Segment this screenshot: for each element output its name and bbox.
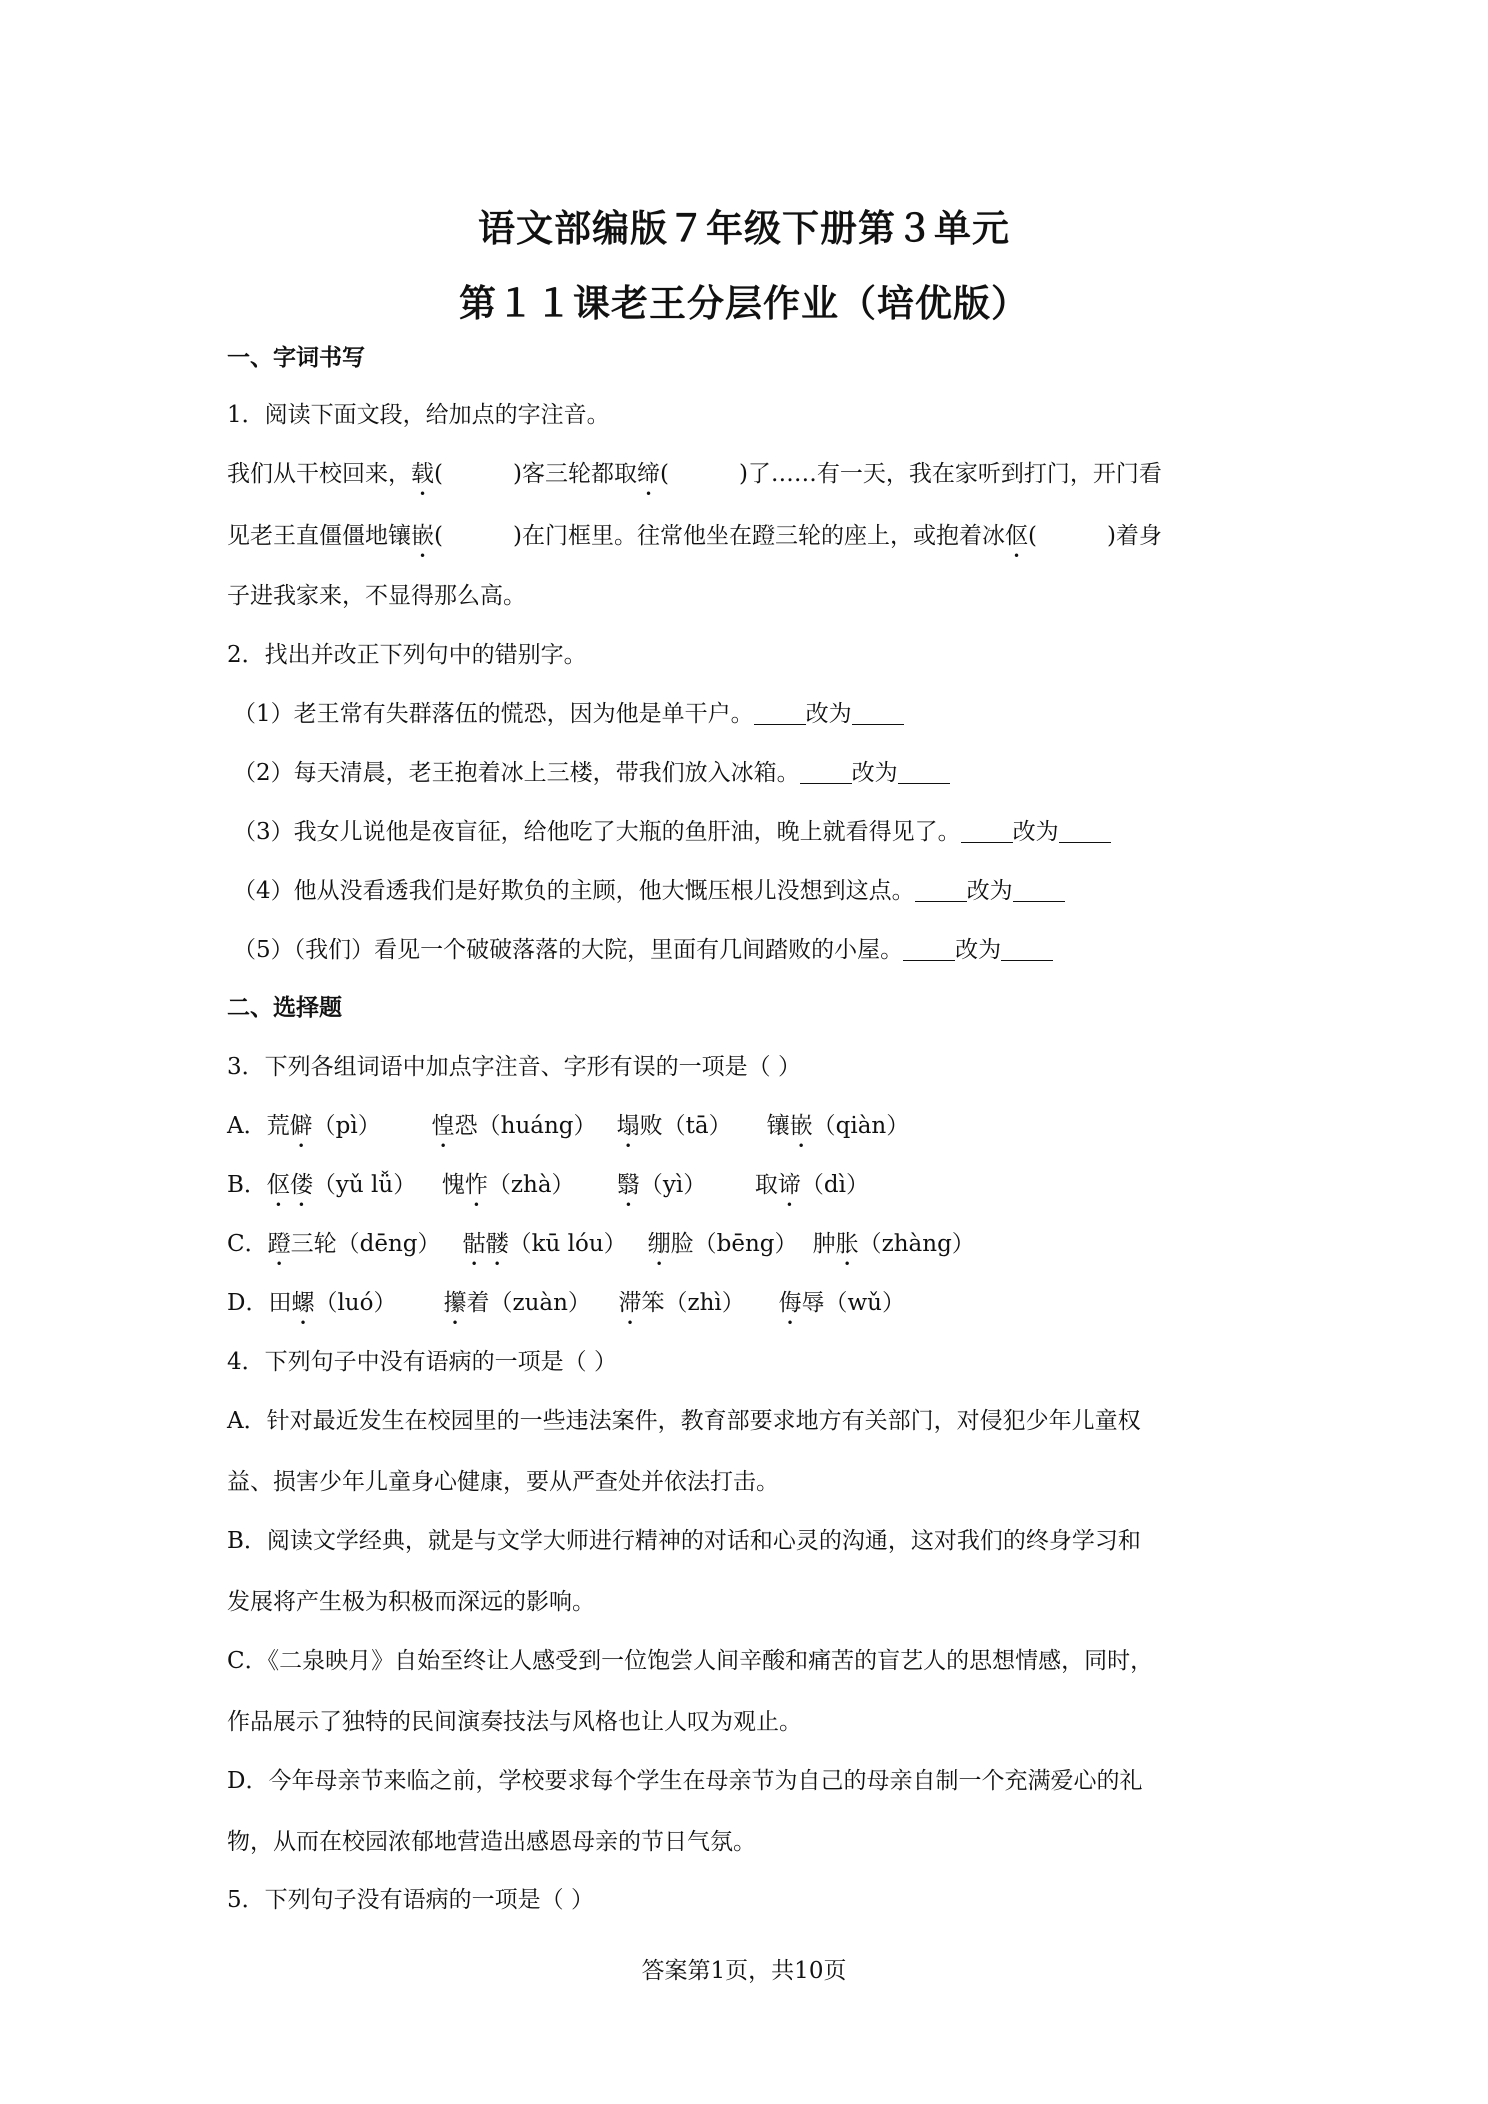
answer-blank bbox=[1013, 871, 1065, 902]
question-4-option-d-line-1: D．今年母亲节来临之前，学校要求每个学生在母亲节为自己的母亲自制一个充满爱心的礼 bbox=[227, 1768, 1143, 1794]
question-2-item-5: （5）（我们）看见一个破破落落的大院，里面有几间踏败的小屋。 改为 bbox=[233, 930, 1273, 970]
answer-blank bbox=[800, 753, 852, 784]
question-4-option-d-line-2: 物，从而在校园浓郁地营造出感恩母亲的节日气氛。 bbox=[227, 1829, 756, 1855]
question-4-option-b-line-2: 发展将产生极为积极而深远的影响。 bbox=[227, 1589, 595, 1615]
question-4-option-c-line-1: C．《二泉映月》自始至终让人感受到一位饱尝人间辛酸和痛苦的盲艺人的思想情感，同时， bbox=[227, 1648, 1154, 1674]
question-3-option-c: C．蹬三轮（dēng） 骷髅（kū lóu） 绷脸（bēng） 肿胀（zhàng） bbox=[227, 1231, 975, 1257]
question-1-stem: 1．阅读下面文段，给加点的字注音。 bbox=[227, 402, 610, 428]
answer-blank bbox=[852, 694, 904, 725]
answer-blank bbox=[1059, 812, 1111, 843]
document-subtitle: 第１１课老王分层作业（培优版） bbox=[459, 282, 1029, 325]
answer-blank bbox=[915, 871, 967, 902]
question-4-option-a-line-1: A．针对最近发生在校园里的一些违法案件，教育部要求地方有关部门，对侵犯少年儿童权 bbox=[227, 1408, 1141, 1434]
question-4-stem: 4．下列句子中没有语病的一项是（ ） bbox=[227, 1349, 617, 1375]
question-4-option-a-line-2: 益、损害少年儿童身心健康，要从严查处并依法打击。 bbox=[227, 1469, 779, 1495]
answer-blank bbox=[898, 753, 950, 784]
dotted-char: 伛 bbox=[1004, 523, 1028, 549]
answer-blank bbox=[1001, 930, 1053, 961]
page-footer: 答案第1页，共10页 bbox=[641, 1958, 847, 1984]
answer-blank bbox=[903, 930, 955, 961]
dotted-char: 嵌 bbox=[411, 523, 434, 549]
question-1-passage-line-1: 我们从干校回来，载( )客三轮都取缔( )了……有一天，我在家听到打门，开门看 bbox=[227, 461, 1162, 487]
question-2-item-3: （3）我女儿说他是夜盲征，给他吃了大瓶的鱼肝油，晚上就看得见了。 改为 bbox=[233, 812, 1273, 852]
question-1-passage-line-3: 子进我家来，不显得那么高。 bbox=[227, 583, 526, 609]
dotted-char: 载 bbox=[411, 461, 434, 487]
question-3-option-b: B．伛偻（yǔ lǚ） 愧怍（zhà） 翳（yì） 取谛（dì） bbox=[227, 1172, 869, 1198]
question-3-stem: 3．下列各组词语中加点字注音、字形有误的一项是（ ） bbox=[227, 1054, 801, 1080]
question-4-option-b-line-1: B．阅读文学经典，就是与文学大师进行精神的对话和心灵的沟通，这对我们的终身学习和 bbox=[227, 1528, 1141, 1554]
section-heading-2: 二、选择题 bbox=[227, 995, 342, 1021]
question-4-option-c-line-2: 作品展示了独特的民间演奏技法与风格也让人叹为观止。 bbox=[227, 1709, 802, 1735]
question-1-passage-line-2: 见老王直僵僵地镶嵌( )在门框里。往常他坐在蹬三轮的座上，或抱着冰伛( )着身 bbox=[227, 523, 1162, 549]
question-3-option-a: A．荒僻（pì） 惶恐（huáng） 塌败（tā） 镶嵌（qiàn） bbox=[227, 1113, 910, 1139]
section-heading-1: 一、字词书写 bbox=[227, 345, 365, 371]
answer-blank bbox=[961, 812, 1013, 843]
question-2-stem: 2．找出并改正下列句中的错别字。 bbox=[227, 642, 587, 668]
question-3-option-d: D．田螺（luó） 攥着（zuàn） 滞笨（zhì） 侮辱（wǔ） bbox=[227, 1290, 905, 1316]
question-5-stem: 5．下列句子没有语病的一项是（ ） bbox=[227, 1887, 594, 1913]
question-2-item-4: （4）他从没看透我们是好欺负的主顾，他大慨压根儿没想到这点。 改为 bbox=[233, 871, 1273, 911]
answer-blank bbox=[754, 694, 806, 725]
dotted-char: 缔 bbox=[636, 461, 660, 487]
question-2-item-2: （2）每天清晨，老王抱着冰上三楼，带我们放入冰箱。 改为 bbox=[233, 753, 1273, 793]
question-2-item-1: （1）老王常有失群落伍的慌恐，因为他是单干户。 改为 bbox=[233, 694, 1273, 734]
document-title: 语文部编版７年级下册第３单元 bbox=[478, 207, 1010, 250]
